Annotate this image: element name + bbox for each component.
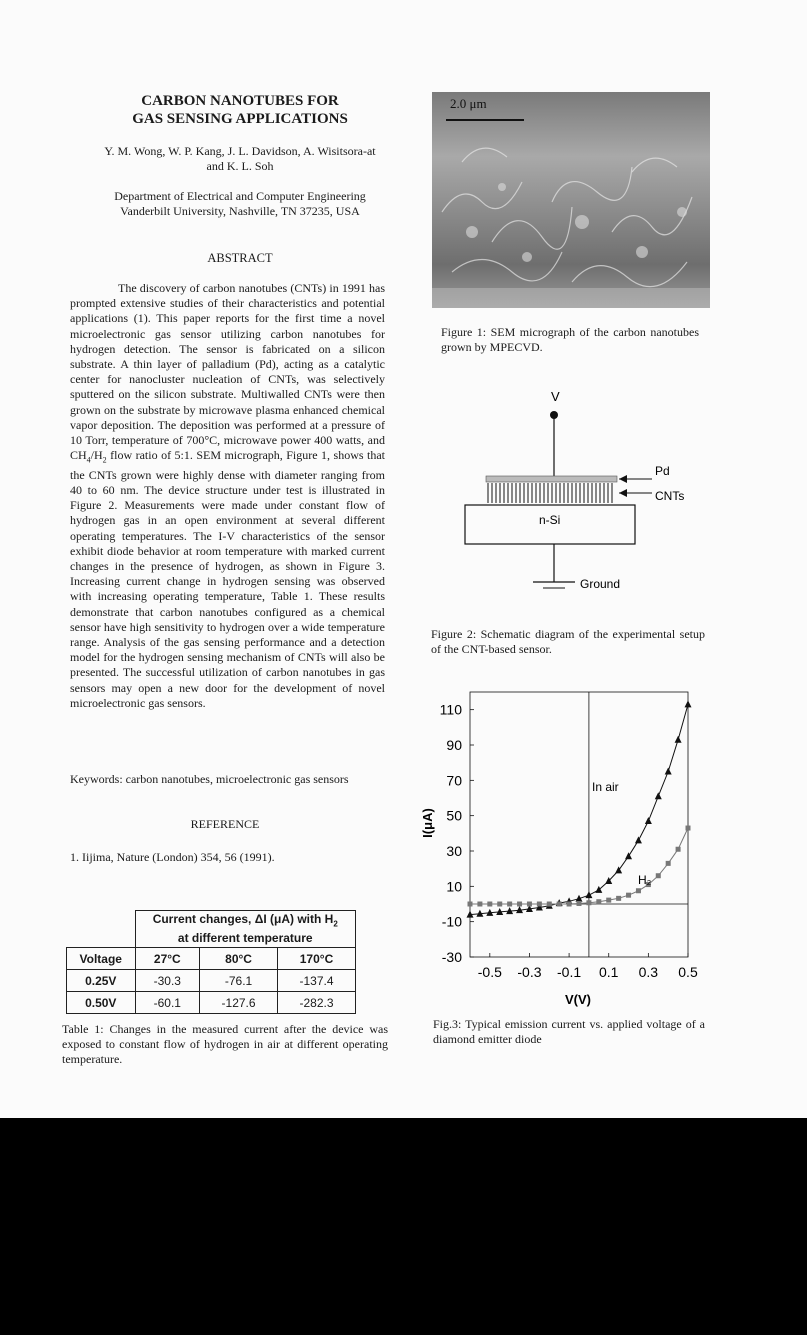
reference-heading: REFERENCE [190,817,260,831]
y-tick-label: 110 [439,701,462,718]
x-tick-label: -0.1 [557,964,582,980]
y-tick-label: -10 [441,913,462,930]
data-point-in-air [685,700,692,707]
table-cell: -137.4 [278,970,356,992]
series-line-h2 [470,828,688,904]
table-row [67,970,356,992]
v-label: V [551,389,560,404]
data-point-h2 [567,902,572,907]
cnts-label: CNTs [655,489,685,503]
authors-line-1: Y. M. Wong, W. P. Kang, J. L. Davidson, A. Wisitsora-at [104,144,376,158]
data-point-h2 [537,902,542,907]
x-tick-label: -0.3 [517,964,542,980]
sem-micrograph-image [432,92,710,308]
affiliation [60,189,420,219]
abstract-heading: ABSTRACT [207,251,273,265]
y-tick-label: -30 [441,949,462,965]
figure-1-caption: Figure 1: SEM micrograph of the carbon nanotubes grown by MPECVD. [441,325,699,355]
keywords: Keywords: carbon nanotubes, microelectronic gas sensors [70,772,349,786]
x-tick-label: -0.5 [477,964,502,980]
data-point-in-air [665,768,672,775]
table-cell-voltage: 0.25V [67,970,136,992]
title-line-2: GAS SENSING APPLICATIONS [132,111,348,127]
y-tick-label: 30 [446,843,462,859]
iv-chart [418,688,698,1010]
table-header-line-2: at different temperature [177,931,313,946]
table-cell: -76.1 [200,970,278,992]
table-1 [66,910,356,1014]
cnt-array [488,483,612,503]
data-point-h2 [507,902,512,907]
data-point-h2 [686,826,691,831]
authors [60,144,420,174]
data-point-h2 [547,902,552,907]
data-point-h2 [468,902,473,907]
annotation-h2: H₂ [638,873,652,887]
abstract-slash: /H [90,448,103,463]
table-cell-voltage: 0.50V [67,992,136,1014]
data-point-h2 [586,900,591,905]
table-header-row-1 [67,911,356,948]
y-tick-label: 90 [446,737,462,753]
pd-layer [486,476,617,482]
abstract-part-1: The discovery of carbon nanotubes (CNTs) in 1991 has prompted extensive studies of their characteristics and potential applications (1). This paper reports for the first time a novel microelectronic gas sensor utilizing carbon nanotubes for hydrogen detection. The sensor is fabricated on a silicon substrate. A thin layer of palladium (Pd), acting as a catalytic center for nanocluster nucleation of CNTs, was selectively sputtered on the silicon substrate. Multiwalled CNTs were then grown on the substrate by microwave plasma enhanced chemical vapor deposition. The deposition was performed at a pressure of 10 Torr, temperature of 700°C, microwave power 400 watts, and CH [70,281,385,463]
reference-item: 1. Iijima, Nature (London) 354, 56 (1991). [70,850,275,864]
abstract-part-2: flow ratio of 5:1. SEM micrograph, Figure 1, shows that the CNTs grown were highly dense with diameter ranging from 40 to 60 nm. The device structure under test is illustrated in Figure 2. Measurements were made under constant flow of hydrogen gas in an open environment at several different operating temperatures. The I-V characteristics of the sensor exhibit diode behavior at room temperature with marked current changes in the presence of hydrogen, as shown in Figure 3. Increasing current change in hydrogen sensing was observed with increasing operating temperature, Table 1. These results demonstrate that carbon nanotubes configured as a chemical sensor have high sensitivity to hydrogen over a wide temperature range. Analysis of the gas sensing performance and a detection model for the hydrogen sensing mechanism of CNTs will also be presented. The successful utilization of carbon nanotubes in gas sensors may open a new door for the development of novel microelectronic gas sensors. [70,448,385,710]
y-tick-label: 70 [446,772,462,789]
table-cell: -30.3 [135,970,200,992]
title-line-1: CARBON NANOTUBES FOR [141,93,339,109]
voltage-terminal-icon [550,411,558,419]
data-point-h2 [577,901,582,906]
series-line-in-air [470,704,688,914]
data-point-h2 [606,898,611,903]
plot-area [470,692,688,957]
table-temp-header: 170°C [278,948,356,970]
x-tick-label: 0.5 [678,964,698,980]
figure-2-caption: Figure 2: Schematic diagram of the experimental setup of the CNT-based sensor. [431,627,705,657]
table-corner [67,911,136,948]
data-point-in-air [625,852,632,859]
y-axis-label: I(μA) [420,808,435,838]
table-header-row-2 [67,948,356,970]
data-point-h2 [477,902,482,907]
data-point-in-air [585,891,592,898]
data-point-h2 [616,896,621,901]
affiliation-line-2: Vanderbilt University, Nashville, TN 37235, USA [120,204,360,219]
table-cell: -282.3 [278,992,356,1014]
table-header-line-1: Current changes, ΔI (μA) with H [152,912,334,926]
abstract-paragraph [70,281,385,711]
table-row [67,992,356,1014]
figure-3-caption: Fig.3: Typical emission current vs. applied voltage of a diamond emitter diode [433,1017,705,1047]
n-si-label: n-Si [539,513,561,527]
data-point-h2 [656,873,661,878]
data-point-in-air [655,792,662,799]
y-tick-label: 10 [446,878,462,895]
table-voltage-header: Voltage [67,948,136,970]
data-point-h2 [636,888,641,893]
y-tick-label: 50 [446,807,462,824]
authors-line-2: and K. L. Soh [206,159,274,174]
x-tick-label: 0.3 [638,964,659,980]
sem-texture [432,92,710,308]
table-header-sub: 2 [333,919,338,929]
table-header [135,911,356,948]
pd-label: Pd [655,464,670,478]
data-point-h2 [557,902,562,907]
abstract-sub-2: 2 [102,455,107,465]
data-point-in-air [645,817,652,824]
table-temp-header: 27°C [135,948,200,970]
pd-arrow-head [619,475,627,483]
ground-label: Ground [580,577,621,591]
data-point-h2 [596,899,601,904]
data-point-in-air [675,736,682,743]
data-point-in-air [635,836,642,843]
x-tick-label: 0.1 [598,964,619,980]
annotation-in-air: In air [592,780,619,794]
data-point-h2 [666,861,671,866]
table-1-caption: Table 1: Changes in the measured current after the device was exposed to constant flow of hydrogen in air at different operating temperature. [62,1022,388,1067]
data-point-h2 [676,847,681,852]
data-point-h2 [497,902,502,907]
data-point-h2 [517,902,522,907]
affiliation-line-1: Department of Electrical and Computer Engineering [114,189,366,203]
data-point-h2 [626,893,631,898]
schematic-diagram [455,385,705,610]
paper-title [60,92,420,128]
cnts-arrow-head [619,489,627,497]
data-point-in-air [595,886,602,893]
data-point-h2 [487,902,492,907]
data-point-h2 [527,902,532,907]
abstract-sub-4: 4 [86,455,91,465]
table-cell: -60.1 [135,992,200,1014]
abstract-text [70,281,385,711]
scale-bar-label: 2.0 μm [450,96,487,111]
table-temp-header: 80°C [200,948,278,970]
x-axis-label: V(V) [565,992,591,1007]
table-cell: -127.6 [200,992,278,1014]
